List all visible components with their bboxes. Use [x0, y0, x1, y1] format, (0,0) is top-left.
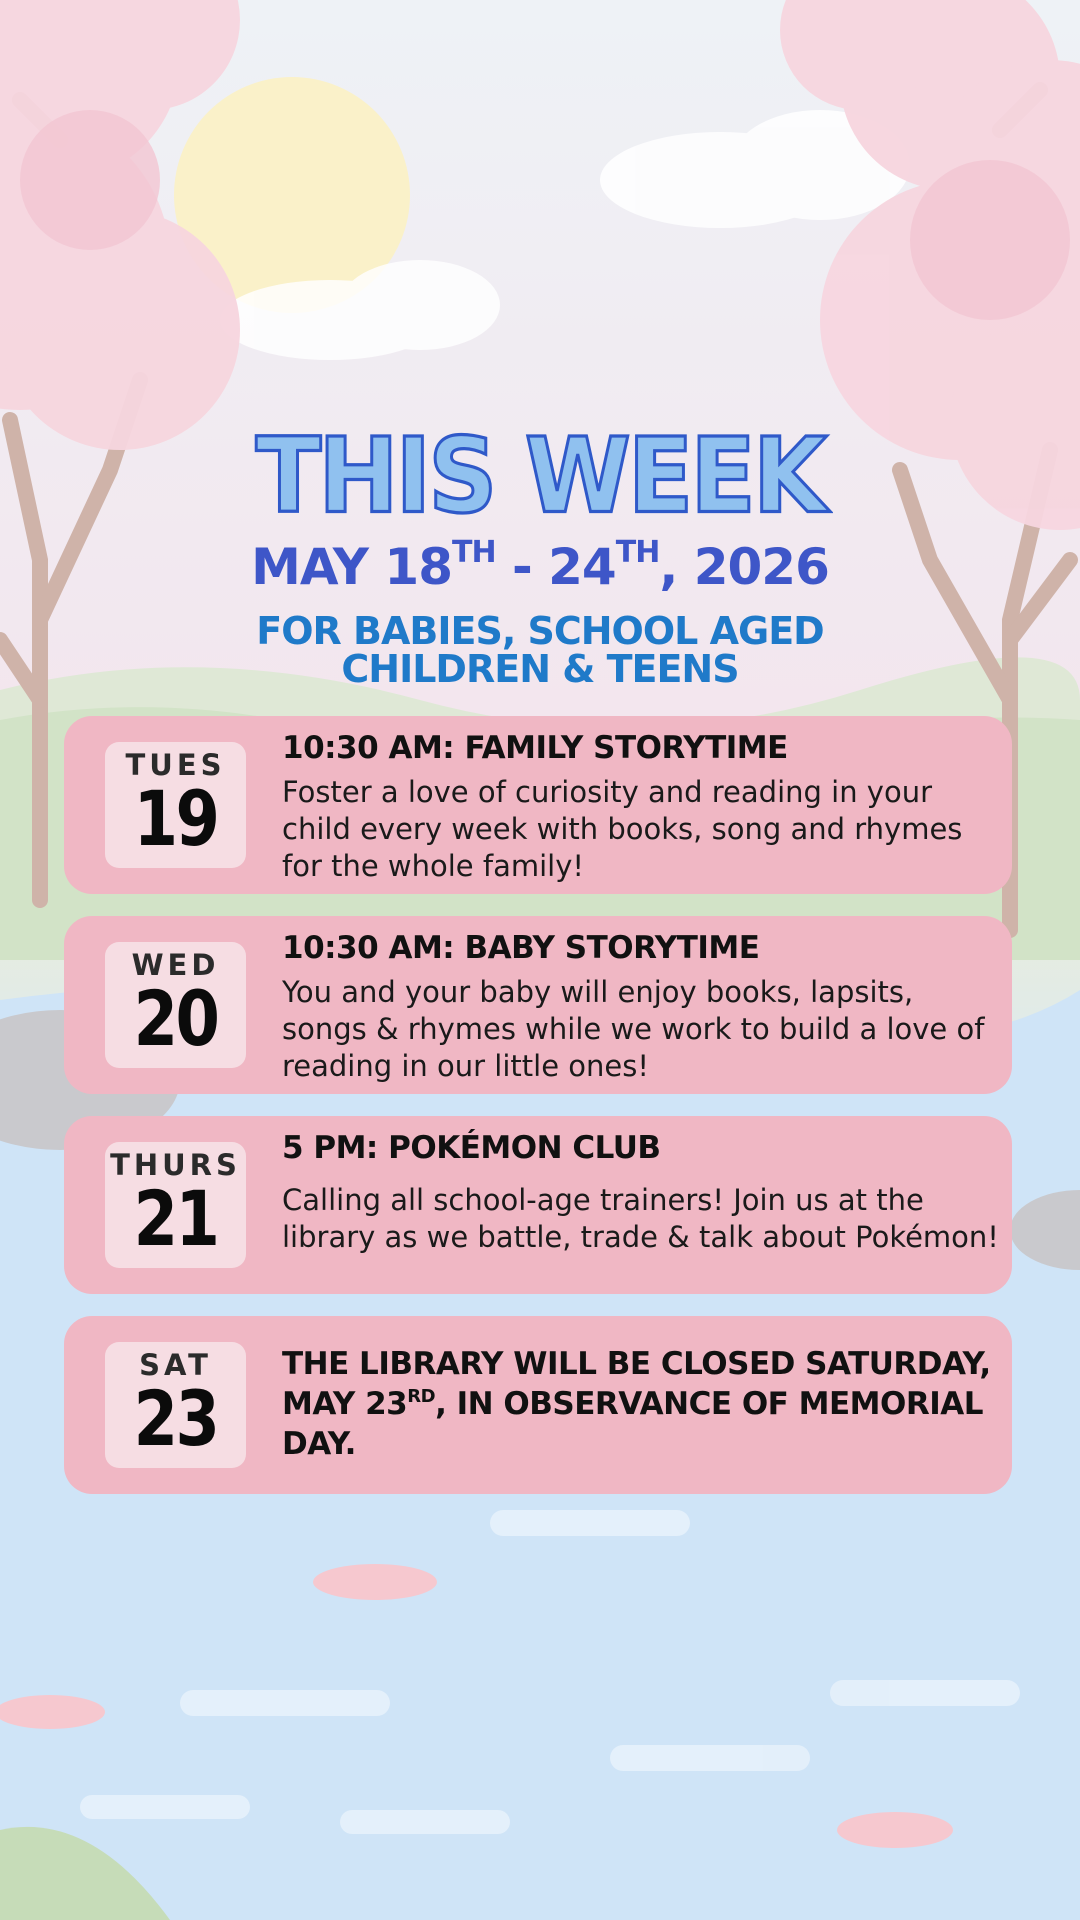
date-badge — [105, 942, 246, 1068]
event-card-baby-storytime — [64, 916, 1012, 1094]
event-title: 10:30 AM: BABY STORYTIME — [282, 930, 760, 966]
date-end: - 24 — [495, 538, 616, 596]
date-badge — [105, 1142, 246, 1268]
closure-date-suffix: RD — [407, 1386, 436, 1407]
date-badge — [105, 742, 246, 868]
closure-notice — [282, 1344, 1002, 1464]
date-start-suffix: TH — [452, 535, 496, 570]
date-year: , 2026 — [659, 538, 829, 596]
event-card-library-closed — [64, 1316, 1012, 1494]
date-badge — [105, 1342, 246, 1468]
event-description: Foster a love of curiosity and reading in your child every week with books, song and rhymes for the whole family! — [282, 775, 963, 883]
weekday-label: SAT — [139, 1348, 212, 1382]
day-number: 23 — [133, 1374, 218, 1463]
event-description: Calling all school-age trainers! Join us at the library as we battle, trade & talk about Pokémon! — [282, 1183, 999, 1254]
date-end-suffix: TH — [615, 535, 660, 570]
subtitle-line-1: FOR BABIES, SCHOOL AGED — [256, 609, 824, 653]
event-card-family-storytime — [64, 716, 1012, 894]
closure-notice-text: THE LIBRARY WILL BE CLOSED SATURDAY, MAY 23 — [282, 1346, 991, 1422]
event-description: You and your baby will enjoy books, lapsits, songs & rhymes while we work to build a love of reading in our little ones! — [282, 975, 985, 1083]
closure-notice-text-end: , IN OBSERVANCE OF MEMORIAL DAY. — [282, 1386, 984, 1462]
day-number: 19 — [133, 774, 218, 863]
day-number: 21 — [133, 1174, 218, 1263]
subtitle-line-2: CHILDREN & TEENS — [341, 647, 739, 691]
event-title: 10:30 AM: FAMILY STORYTIME — [282, 730, 788, 766]
date-range — [0, 535, 1080, 596]
weekday-label: TUES — [125, 748, 226, 782]
page-title: THIS WEEK — [255, 415, 825, 537]
event-title: 5 PM: POKÉMON CLUB — [282, 1130, 661, 1166]
event-card-pokemon-club — [64, 1116, 1012, 1294]
weekday-label: WED — [131, 948, 220, 982]
audience-subtitle — [0, 609, 1080, 691]
day-number: 20 — [133, 974, 218, 1063]
weekday-label: THURS — [110, 1148, 241, 1182]
date-start: MAY 18 — [251, 538, 452, 596]
